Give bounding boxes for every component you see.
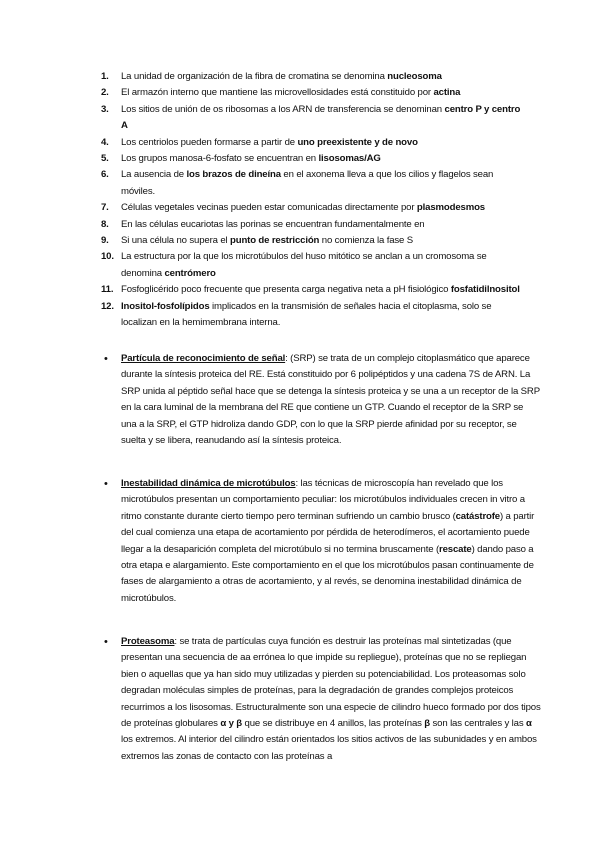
bullet-text: son las centrales y las <box>430 718 526 730</box>
item-number: 1. <box>101 71 109 82</box>
item-number: 12. <box>101 300 114 312</box>
item-number: 11. <box>101 284 114 296</box>
item-number: 10. <box>101 251 114 263</box>
bullet-text: : se trata de partículas cuya función es destruir las proteínas mal sintetizadas (que presentan una secuencia de aa errónea lo que impide su repliegue), proteínas que no se repliegan bien o aquellas que ya han sido muy utilizadas y pierden su potenciabilidad. Los proteasomas solo degradan moléculas simples de proteínas, para la degradación de grandes complejos proteicos recurrimos a los lisosomas. Estructuralmente son una especie de cilindro hueco formado por dos tipos de proteínas globulares <box>121 636 541 730</box>
item-answer: punto de restricción <box>230 235 320 247</box>
bullet-bold-term: α y β <box>220 718 243 730</box>
bullet-microtubule-instability <box>101 476 541 607</box>
bullet-text: ) a partir del cual comienza una etapa de acortamiento por pérdida de heterodímeros, el acortamiento puede llegar a la desaparición completa del microtúbulo si no termina bruscamente ( <box>121 510 535 555</box>
bullet-bold-term: rescate <box>439 543 472 555</box>
item-text-after: en el axonema lleva a que los cilios y flagelos sean móviles. <box>121 169 494 197</box>
list-item <box>101 249 521 282</box>
bullet-text: ) dando paso a otra etapa e alargamiento. Este comportamiento en el que los microtúbulos pasan continuamente de fases de alargamiento a otras de acortamiento, y al revés, se denomina inestabilidad dinámica de microtúbulos. <box>121 543 534 604</box>
list-item <box>101 69 521 85</box>
item-text: Si una célula no supera el <box>121 235 231 247</box>
bullet-bold-term: β <box>424 718 431 730</box>
item-text: En las células eucariotas las porinas se encuentran fundamentalmente en <box>121 218 425 230</box>
item-number: 9. <box>101 235 109 247</box>
bullet-text: que se distribuye en 4 anillos, las proteínas <box>242 718 425 730</box>
item-text: Fosfoglicérido poco frecuente que presenta carga negativa neta a pH fisiológico <box>121 284 451 296</box>
item-answer: fosfatidilnositol <box>450 284 520 296</box>
numbered-list <box>101 69 521 332</box>
bullet-srp <box>101 351 541 449</box>
item-text: Los centriolos pueden formarse a partir de <box>121 136 298 148</box>
bullet-term: Proteasoma <box>121 636 175 647</box>
item-text: Células vegetales vecinas pueden estar comunicadas directamente por <box>121 202 417 214</box>
item-text: La unidad de organización de la fibra de cromatina se denomina <box>121 71 388 82</box>
bullet-term: Inestabilidad dinámica de microtúbulos <box>121 478 296 489</box>
item-number: 6. <box>101 169 109 181</box>
item-text: La ausencia de <box>121 169 187 181</box>
bullet-bold-term: α <box>525 718 532 730</box>
item-text: La estructura por la que los microtúbulos del huso mitótico se anclan a un cromosoma se denomina <box>121 251 487 279</box>
list-item <box>101 282 521 298</box>
item-number: 5. <box>101 153 109 165</box>
list-item <box>101 135 521 151</box>
item-answer: nucleosoma <box>387 71 442 82</box>
list-item <box>101 102 521 135</box>
bullet-dot: • <box>104 353 108 365</box>
bullet-dot: • <box>104 478 108 490</box>
list-item <box>101 167 521 200</box>
list-item <box>101 217 521 233</box>
list-item <box>101 299 521 332</box>
list-item <box>101 85 521 101</box>
item-text: Los sitios de unión de os ribosomas a los ARN de transferencia se denominan <box>121 103 445 115</box>
bullet-proteasome <box>101 634 541 765</box>
list-item <box>101 151 521 167</box>
item-number: 8. <box>101 218 109 230</box>
list-item <box>101 233 521 249</box>
item-answer: centro P y centro A <box>121 103 521 132</box>
list-item <box>101 200 521 216</box>
bullet-text: los extremos. Al interior del cilindro están orientados los sitios activos de las subunidades y en ambos extremos las zonas de contacto con las proteínas a <box>121 734 537 762</box>
item-answer: lisosomas/AG <box>318 153 381 165</box>
item-text-after: implicados en la transmisión de señales hacia el citoplasma, solo se localizan en la hemimembrana interna. <box>121 300 492 329</box>
bullet-dot: • <box>104 636 108 648</box>
item-text: Los grupos manosa-6-fosfato se encuentran en <box>121 153 319 165</box>
item-number: 2. <box>101 87 109 99</box>
bullet-text: : (SRP) se trata de un complejo citoplasmático que aparece durante la síntesis proteica del RE. Está constituido por 6 polipéptidos y una cadena 7S de ARN. La SRP unida al péptido señal hace que se detenga la síntesis proteica y se una a un receptor de la SRP en la cara luminal de la membrana del RE que contiene un GTP. Cuando el receptor de la SRP se una a la SRP, el GTP hidroliza dando GDP, con lo que la SRP pierde afinidad por su receptor, se suelta y se libera, reanudando así la síntesis proteica. <box>121 353 540 447</box>
item-number: 7. <box>101 202 109 214</box>
bullet-term: Partícula de reconocimiento de señal <box>121 353 286 364</box>
item-answer: uno preexistente y de novo <box>297 136 418 148</box>
item-text: El armazón interno que mantiene las microvellosidades está constituido por <box>121 87 434 99</box>
bullet-text: : las técnicas de microscopía han revelado que los microtúbulos presentan un comportamiento peculiar: los microtúbulos individuales crecen in vitro a ritmo constante durante cierto tiempo pero terminan sufriendo un cambio brusco ( <box>121 478 525 522</box>
bullet-bold-term: catástrofe <box>455 510 500 522</box>
item-answer: plasmodesmos <box>416 202 485 214</box>
item-text-after: no comienza la fase S <box>319 235 414 247</box>
item-answer: Inositol-fosfolípidos <box>121 300 210 312</box>
item-number: 3. <box>101 103 109 115</box>
item-answer: los brazos de dineína <box>186 169 281 181</box>
item-number: 4. <box>101 136 109 148</box>
item-answer: actina <box>433 87 461 99</box>
item-answer: centrómero <box>164 267 216 279</box>
